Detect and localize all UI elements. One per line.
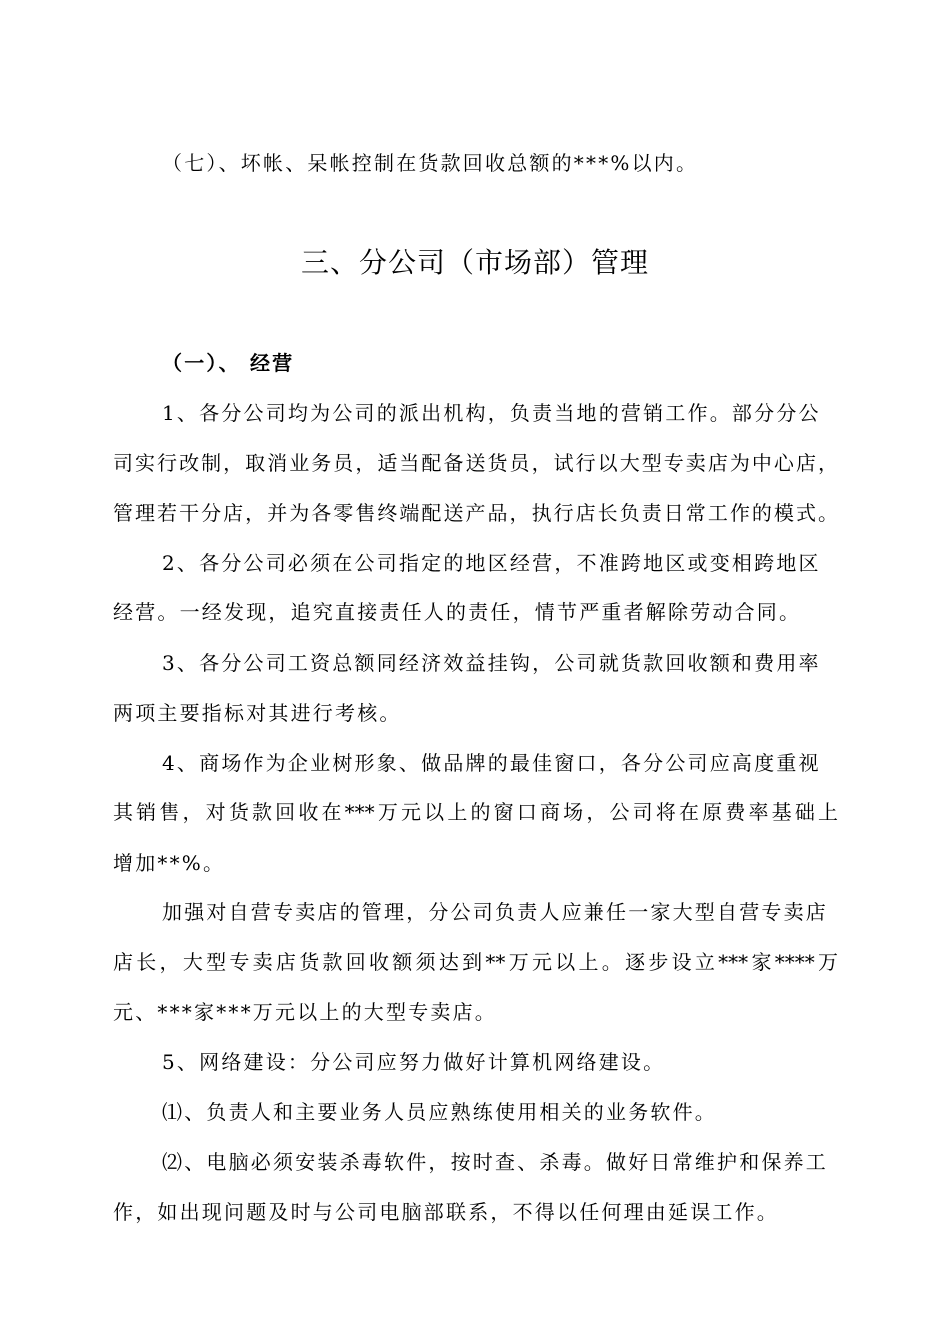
section-title: 三、分公司（市场部）管理	[300, 246, 649, 279]
paragraph-2-line-1: 2、各分公司必须在公司指定的地区经营，不准跨地区或变相跨地区	[162, 551, 821, 575]
paragraph-4-line-1: 4、商场作为企业树形象、做品牌的最佳窗口，各分公司应高度重视	[162, 751, 821, 775]
subitem-2-line-2: 作，如出现问题及时与公司电脑部联系，不得以任何理由延误工作。	[113, 1200, 779, 1224]
paragraph-1-line-3: 管理若干分店，并为各零售终端配送产品，执行店长负责日常工作的模式。	[113, 501, 838, 525]
item-seven-line: （七）、坏帐、呆帐控制在货款回收总额的***%以内。	[162, 151, 699, 175]
paragraph-1-line-1: 1、各分公司均为公司的派出机构，负责当地的营销工作。部分分公	[162, 401, 821, 425]
paragraph-5-line-3: 元、***家***万元以上的大型专卖店。	[113, 1000, 497, 1024]
paragraph-2-line-2: 经营。一经发现，追究直接责任人的责任，情节严重者解除劳动合同。	[113, 600, 802, 624]
subitem-1-line: ⑴、负责人和主要业务人员应熟练使用相关的业务软件。	[162, 1100, 717, 1124]
subsection-heading: （一）、 经营	[162, 351, 295, 375]
paragraph-6-line-1: 5、网络建设：分公司应努力做好计算机网络建设。	[162, 1050, 666, 1074]
paragraph-5-line-1: 加强对自营专卖店的管理，分公司负责人应兼任一家大型自营专卖店	[162, 900, 828, 924]
subitem-2-line-1: ⑵、电脑必须安装杀毒软件，按时查、杀毒。做好日常维护和保养工	[162, 1150, 828, 1174]
paragraph-3-line-2: 两项主要指标对其进行考核。	[113, 701, 402, 725]
paragraph-4-line-2: 其销售，对货款回收在***万元以上的窗口商场，公司将在原费率基础上	[113, 800, 838, 824]
paragraph-4-line-3: 增加**%。	[113, 851, 226, 875]
paragraph-5-line-2: 店长，大型专卖店货款回收额须达到**万元以上。逐步设立***家****万	[113, 950, 838, 974]
paragraph-3-line-1: 3、各分公司工资总额同经济效益挂钩，公司就货款回收额和费用率	[162, 651, 821, 675]
paragraph-1-line-2: 司实行改制，取消业务员，适当配备送货员，试行以大型专卖店为中心店，	[113, 451, 838, 475]
